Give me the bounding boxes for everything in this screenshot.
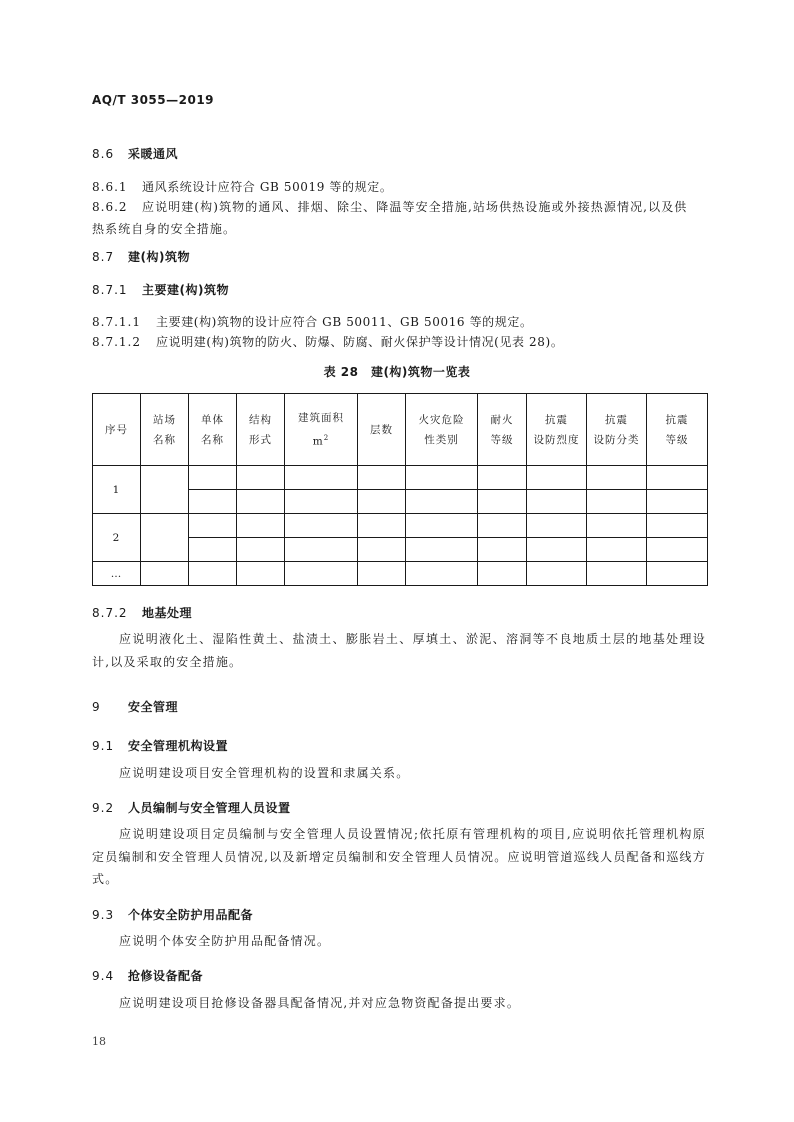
heading-9-4 [92, 967, 203, 984]
paragraph-8-7-2: 应说明液化土、湿陷性黄土、盐渍土、膨胀岩土、厚填土、淤泥、溶洞等不良地质土层的地基处理设计,以及采取的安全措施。 [92, 632, 706, 669]
clause-text: 主要建(构)筑物的设计应符合 GB 50011、GB 50016 等的规定。 [156, 315, 533, 329]
header-cell: 抗震 等级 [647, 394, 708, 466]
heading-9-2 [92, 799, 291, 816]
header-cell: 单体 名称 [189, 394, 237, 466]
table-cell [189, 466, 237, 490]
heading-8-7-2 [92, 604, 192, 621]
clause-text: 通风系统设计应符合 GB 50019 等的规定。 [142, 180, 393, 194]
header-cell: 层数 [358, 394, 406, 466]
heading-number: 8.7.1 [92, 283, 128, 297]
heading-number: 8.7.2 [92, 606, 128, 620]
table-cell [527, 538, 587, 562]
table-cell [406, 538, 478, 562]
table-cell [478, 490, 527, 514]
table-cell [406, 562, 478, 586]
heading-title: 主要建(构)筑物 [142, 283, 229, 297]
clause-8-6-2-line2: 热系统自身的安全措施。 [92, 222, 237, 236]
table-cell [285, 538, 358, 562]
table-cell [237, 562, 285, 586]
table-cell [527, 562, 587, 586]
table-cell [237, 466, 285, 490]
table-cell [406, 490, 478, 514]
table-cell [647, 538, 708, 562]
table-cell [141, 562, 189, 586]
table-cell [358, 562, 406, 586]
paragraph-9-3: 应说明个体安全防护用品配备情况。 [119, 934, 331, 948]
heading-8-6 [92, 145, 178, 162]
clause-8-7-1-2 [92, 333, 563, 350]
clause-8-6-1 [92, 178, 392, 195]
heading-9 [92, 698, 178, 715]
table-cell [647, 490, 708, 514]
table-cell [587, 466, 647, 490]
row-number-cell: 2 [93, 514, 141, 562]
heading-title: 个体安全防护用品配备 [128, 908, 254, 922]
header-cell: 火灾危险 性类别 [406, 394, 478, 466]
table-cell [358, 466, 406, 490]
table-cell [527, 466, 587, 490]
table-cell [285, 562, 358, 586]
heading-8-7 [92, 248, 190, 265]
header-cell: 耐火 等级 [478, 394, 527, 466]
table-cell [189, 538, 237, 562]
heading-number: 9.3 [92, 908, 115, 922]
table-cell [237, 514, 285, 538]
table-cell [647, 466, 708, 490]
header-cell: 抗震 设防烈度 [527, 394, 587, 466]
heading-title: 抢修设备配备 [128, 969, 204, 983]
heading-title: 人员编制与安全管理人员设置 [128, 801, 291, 815]
heading-9-3 [92, 906, 253, 923]
heading-number: 9.4 [92, 969, 115, 983]
table-cell [189, 562, 237, 586]
table-row [93, 514, 708, 538]
heading-number: 9 [92, 700, 101, 714]
row-number-cell: 1 [93, 466, 141, 514]
header-cell: 结构 形式 [237, 394, 285, 466]
clause-text: 应说明建(构)筑物的通风、排烟、除尘、降温等安全措施,站场供热设施或外接热源情况,以及供 [142, 200, 688, 214]
clause-number: 8.7.1.1 [92, 315, 141, 329]
clause-number: 8.6.1 [92, 180, 128, 194]
heading-9-1 [92, 737, 228, 754]
paragraph-9-2: 应说明建设项目定员编制与安全管理人员设置情况;依托原有管理机构的项目,应说明依托管理机构原定员编制和安全管理人员情况,以及新增定员编制和安全管理人员情况。应说明管道巡线人员配备和巡线方式。 [92, 827, 706, 886]
heading-number: 8.7 [92, 250, 115, 264]
paragraph-9-1: 应说明建设项目安全管理机构的设置和隶属关系。 [119, 766, 410, 780]
table-cell [587, 538, 647, 562]
table-header-row [93, 394, 708, 466]
paragraph-9-4: 应说明建设项目抢修设备器具配备情况,并对应急物资配备提出要求。 [119, 996, 521, 1010]
table-cell [358, 538, 406, 562]
table-caption: 表 28 建(构)筑物一览表 [323, 365, 471, 379]
unit-superscript: 2 [323, 433, 330, 442]
table-cell [189, 514, 237, 538]
heading-title: 安全管理机构设置 [128, 739, 229, 753]
table-cell [478, 466, 527, 490]
table-cell [285, 514, 358, 538]
row-number-cell: … [93, 562, 141, 586]
page-number: 18 [92, 1035, 106, 1048]
heading-title: 地基处理 [142, 606, 193, 620]
header-cell: 站场 名称 [141, 394, 189, 466]
buildings-table [92, 393, 708, 586]
clause-8-6-2 [92, 198, 687, 215]
table-cell [285, 466, 358, 490]
table-cell [647, 562, 708, 586]
header-cell: 抗震 设防分类 [587, 394, 647, 466]
table-cell [527, 490, 587, 514]
heading-title: 安全管理 [128, 700, 179, 714]
table-cell [478, 538, 527, 562]
table-cell [358, 514, 406, 538]
table-cell [358, 490, 406, 514]
heading-8-7-1 [92, 281, 229, 298]
table-cell [587, 562, 647, 586]
table-cell [406, 514, 478, 538]
clause-number: 8.6.2 [92, 200, 128, 214]
heading-title: 采暖通风 [128, 147, 179, 161]
table-row [93, 562, 708, 586]
table-cell [406, 466, 478, 490]
table-cell [285, 490, 358, 514]
table-cell [237, 538, 285, 562]
table-cell [141, 514, 189, 562]
table-row [93, 466, 708, 490]
table-cell [237, 490, 285, 514]
standard-code: AQ/T 3055—2019 [92, 93, 215, 107]
clause-text: 应说明建(构)筑物的防火、防爆、防腐、耐火保护等设计情况(见表 28)。 [156, 335, 564, 349]
table-cell [189, 490, 237, 514]
table-cell [478, 514, 527, 538]
clause-number: 8.7.1.2 [92, 335, 141, 349]
table-cell [587, 490, 647, 514]
header-cell: 序号 [93, 394, 141, 466]
header-cell: 建筑面积 $m^2$ [285, 394, 358, 466]
heading-number: 9.2 [92, 801, 115, 815]
table-cell [478, 562, 527, 586]
table-cell [587, 514, 647, 538]
heading-title: 建(构)筑物 [128, 250, 190, 264]
table-cell [141, 466, 189, 514]
clause-8-7-1-1 [92, 313, 533, 330]
heading-number: 8.6 [92, 147, 115, 161]
heading-number: 9.1 [92, 739, 115, 753]
table-cell [647, 514, 708, 538]
table-cell [527, 514, 587, 538]
